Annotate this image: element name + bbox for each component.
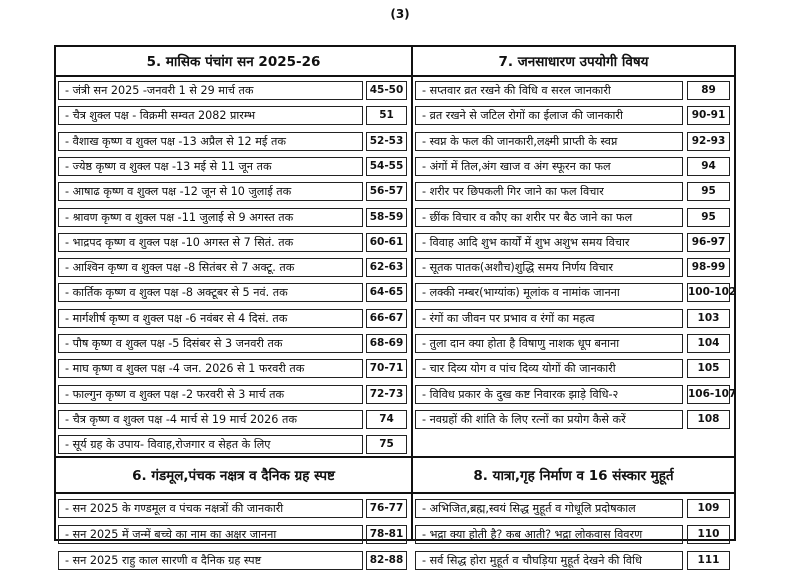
contents-row xyxy=(413,230,734,253)
contents-entry-text: - अभिजित,ब्रह्म,स्वयं सिद्ध मुहूर्त व गोधूलि प्रदोषकाल xyxy=(415,499,683,518)
contents-entry-page: 62-63 xyxy=(366,258,407,277)
contents-entry-page: 78-81 xyxy=(366,525,407,544)
contents-entry-page: 54-55 xyxy=(366,157,407,176)
contents-entry-text: - विविध प्रकार के दुख कष्ट निवारक झाड़े विधि-२ xyxy=(415,385,683,404)
contents-entry-page: 58-59 xyxy=(366,208,407,227)
contents-row xyxy=(413,356,734,379)
contents-entry-text: - सन 2025 के गण्डमूल व पंचक नक्षत्रों की जानकारी xyxy=(58,499,363,518)
contents-entry-page: 98-99 xyxy=(687,258,730,277)
contents-table xyxy=(54,45,737,568)
contents-entry-text: - मार्गशीर्ष कृष्ण व शुक्ल पक्ष -6 नवंबर से 4 दिसं. तक xyxy=(58,309,363,328)
contents-entry-page: 64-65 xyxy=(366,283,407,302)
contents-entry-text: - भाद्रपद कृष्ण व शुक्ल पक्ष -10 अगस्त से 7 सितं. तक xyxy=(58,233,363,252)
contents-entry-page: 75 xyxy=(366,435,407,454)
contents-row xyxy=(413,306,734,329)
contents-row xyxy=(413,522,734,545)
contents-row xyxy=(56,522,411,545)
contents-row xyxy=(413,78,734,101)
contents-row xyxy=(56,331,411,354)
contents-row xyxy=(56,154,411,177)
contents-row xyxy=(413,382,737,405)
contents-entry-page: 52-53 xyxy=(366,132,407,151)
contents-row xyxy=(56,280,411,303)
contents-entry-page: 108 xyxy=(687,410,730,429)
contents-row xyxy=(56,103,411,126)
contents-entry-page: 110 xyxy=(687,525,730,544)
contents-entry-text: - अंगों में तिल,अंग खाज व अंग स्फूरन का फल xyxy=(415,157,683,176)
contents-entry-page: 95 xyxy=(687,182,730,201)
contents-entry-text: - नवग्रहों की शांति के लिए रत्नों का प्रयोग कैसे करें xyxy=(415,410,683,429)
contents-entry-page: 95 xyxy=(687,208,730,227)
contents-entry-page: 92-93 xyxy=(687,132,730,151)
contents-entry-page: 56-57 xyxy=(366,182,407,201)
contents-entry-page: 51 xyxy=(366,106,407,125)
contents-row xyxy=(413,407,734,430)
contents-entry-page: 76-77 xyxy=(366,499,407,518)
contents-row xyxy=(56,255,411,278)
contents-row xyxy=(56,548,411,571)
contents-row xyxy=(56,205,411,228)
contents-entry-text: - श्रावण कृष्ण व शुक्ल पक्ष -11 जुलाई से 9 अगस्त तक xyxy=(58,208,363,227)
contents-row xyxy=(413,154,734,177)
contents-entry-page: 104 xyxy=(687,334,730,353)
contents-entry-text: - सूर्य ग्रह के उपाय- विवाह,रोजगार व सेहत के लिए xyxy=(58,435,363,454)
contents-entry-text: - चार दिव्य योग व पांच दिव्य योगों की जानकारी xyxy=(415,359,683,378)
contents-entry-text: - भद्रा क्या होती है? कब आती? भद्रा लोकवास विवरण xyxy=(415,525,683,544)
contents-row xyxy=(413,280,737,303)
page-number: (3) xyxy=(390,7,410,21)
contents-entry-page: 89 xyxy=(687,81,730,100)
contents-row xyxy=(56,78,411,101)
section-6-title: 6. गंडमूल,पंचक नक्षत्र व दैनिक ग्रह स्पष्ट xyxy=(56,456,411,494)
contents-entry-text: - छींक विचार व कौए का शरीर पर बैठ जाने का फल xyxy=(415,208,683,227)
contents-row xyxy=(413,496,734,519)
contents-row xyxy=(56,356,411,379)
contents-entry-page: 68-69 xyxy=(366,334,407,353)
contents-entry-page: 103 xyxy=(687,309,730,328)
contents-row xyxy=(413,255,734,278)
contents-entry-text: - आषाढ कृष्ण व शुक्ल पक्ष -12 जून से 10 जुलाई तक xyxy=(58,182,363,201)
contents-entry-text: - सन 2025 में जन्में बच्चे का नाम का अक्षर जानना xyxy=(58,525,363,544)
contents-entry-text: - पौष कृष्ण व शुक्ल पक्ष -5 दिसंबर से 3 जनवरी तक xyxy=(58,334,363,353)
contents-entry-text: - शरीर पर छिपकली गिर जाने का फल विचार xyxy=(415,182,683,201)
contents-entry-page: 72-73 xyxy=(366,385,407,404)
contents-entry-text: - सूतक पातक(अशौच)शुद्धि समय निर्णय विचार xyxy=(415,258,683,277)
contents-entry-text: - आश्विन कृष्ण व शुक्ल पक्ष -8 सितंबर से 7 अक्टू. तक xyxy=(58,258,363,277)
contents-entry-page: 60-61 xyxy=(366,233,407,252)
contents-row xyxy=(56,129,411,152)
contents-row xyxy=(413,129,734,152)
contents-row xyxy=(56,407,411,430)
contents-entry-text: - चैत्र शुक्ल पक्ष - विक्रमी सम्वत 2082 प्रारम्भ xyxy=(58,106,363,125)
contents-entry-page: 105 xyxy=(687,359,730,378)
contents-row xyxy=(413,103,734,126)
contents-row xyxy=(413,179,734,202)
contents-entry-page: 74 xyxy=(366,410,407,429)
contents-entry-page: 109 xyxy=(687,499,730,518)
contents-row xyxy=(56,230,411,253)
contents-entry-page: 70-71 xyxy=(366,359,407,378)
contents-row xyxy=(413,205,734,228)
contents-entry-page: 90-91 xyxy=(687,106,730,125)
contents-entry-text: - जंत्री सन 2025 -जनवरी 1 से 29 मार्च तक xyxy=(58,81,363,100)
contents-entry-text: - कार्तिक कृष्ण व शुक्ल पक्ष -8 अक्टूबर से 5 नवं. तक xyxy=(58,283,363,302)
contents-row xyxy=(413,331,734,354)
section-7-title: 7. जनसाधारण उपयोगी विषय xyxy=(413,47,734,77)
contents-entry-page: 100-102 xyxy=(687,283,730,302)
contents-entry-text: - विवाह आदि शुभ कार्यों में शुभ अशुभ समय विचार xyxy=(415,233,683,252)
contents-entry-text: - सर्व सिद्ध होरा मुहूर्त व चौघड़िया मुहूर्त देखने की विधि xyxy=(415,551,683,570)
contents-row xyxy=(56,382,411,405)
section-5-title: 5. मासिक पंचांग सन 2025-26 xyxy=(56,47,411,77)
contents-entry-text: - तुला दान क्या होता है विषाणु नाशक धूप बनाना xyxy=(415,334,683,353)
contents-entry-page: 106-107 xyxy=(687,385,730,404)
contents-row xyxy=(56,496,411,519)
contents-row xyxy=(413,548,734,571)
contents-entry-text: - व्रत रखने से जटिल रोगों का ईलाज की जानकारी xyxy=(415,106,683,125)
contents-entry-page: 66-67 xyxy=(366,309,407,328)
contents-row xyxy=(56,432,411,455)
contents-entry-page: 82-88 xyxy=(366,551,407,570)
contents-entry-page: 96-97 xyxy=(687,233,730,252)
contents-row xyxy=(56,179,411,202)
contents-entry-text: - स्वप्न के फल की जानकारी,लक्ष्मी प्राप्ती के स्वप्न xyxy=(415,132,683,151)
contents-entry-text: - सप्तवार व्रत रखने की विधि व सरल जानकारी xyxy=(415,81,683,100)
contents-row xyxy=(56,306,411,329)
contents-entry-text: - वैशाख कृष्ण व शुक्ल पक्ष -13 अप्रैल से 12 मई तक xyxy=(58,132,363,151)
contents-entry-text: - फाल्गुन कृष्ण व शुक्ल पक्ष -2 फरवरी से 3 मार्च तक xyxy=(58,385,363,404)
section-8-title: 8. यात्रा,गृह निर्माण व 16 संस्कार मुहूर्त xyxy=(413,456,734,494)
contents-entry-text: - रंगों का जीवन पर प्रभाव व रंगों का महत्व xyxy=(415,309,683,328)
contents-entry-text: - सन 2025 राहु काल सारणी व दैनिक ग्रह स्पष्ट xyxy=(58,551,363,570)
contents-entry-page: 45-50 xyxy=(366,81,407,100)
contents-entry-text: - चैत्र कृष्ण व शुक्ल पक्ष -4 मार्च से 19 मार्च 2026 तक xyxy=(58,410,363,429)
contents-entry-text: - लक्की नम्बर(भाग्यांक) मूलांक व नामांक जानना xyxy=(415,283,683,302)
contents-entry-page: 94 xyxy=(687,157,730,176)
contents-entry-text: - माघ कृष्ण व शुक्ल पक्ष -4 जन. 2026 से 1 फरवरी तक xyxy=(58,359,363,378)
contents-entry-text: - ज्येष्ठ कृष्ण व शुक्ल पक्ष -13 मई से 11 जून तक xyxy=(58,157,363,176)
contents-entry-page: 111 xyxy=(687,551,730,570)
